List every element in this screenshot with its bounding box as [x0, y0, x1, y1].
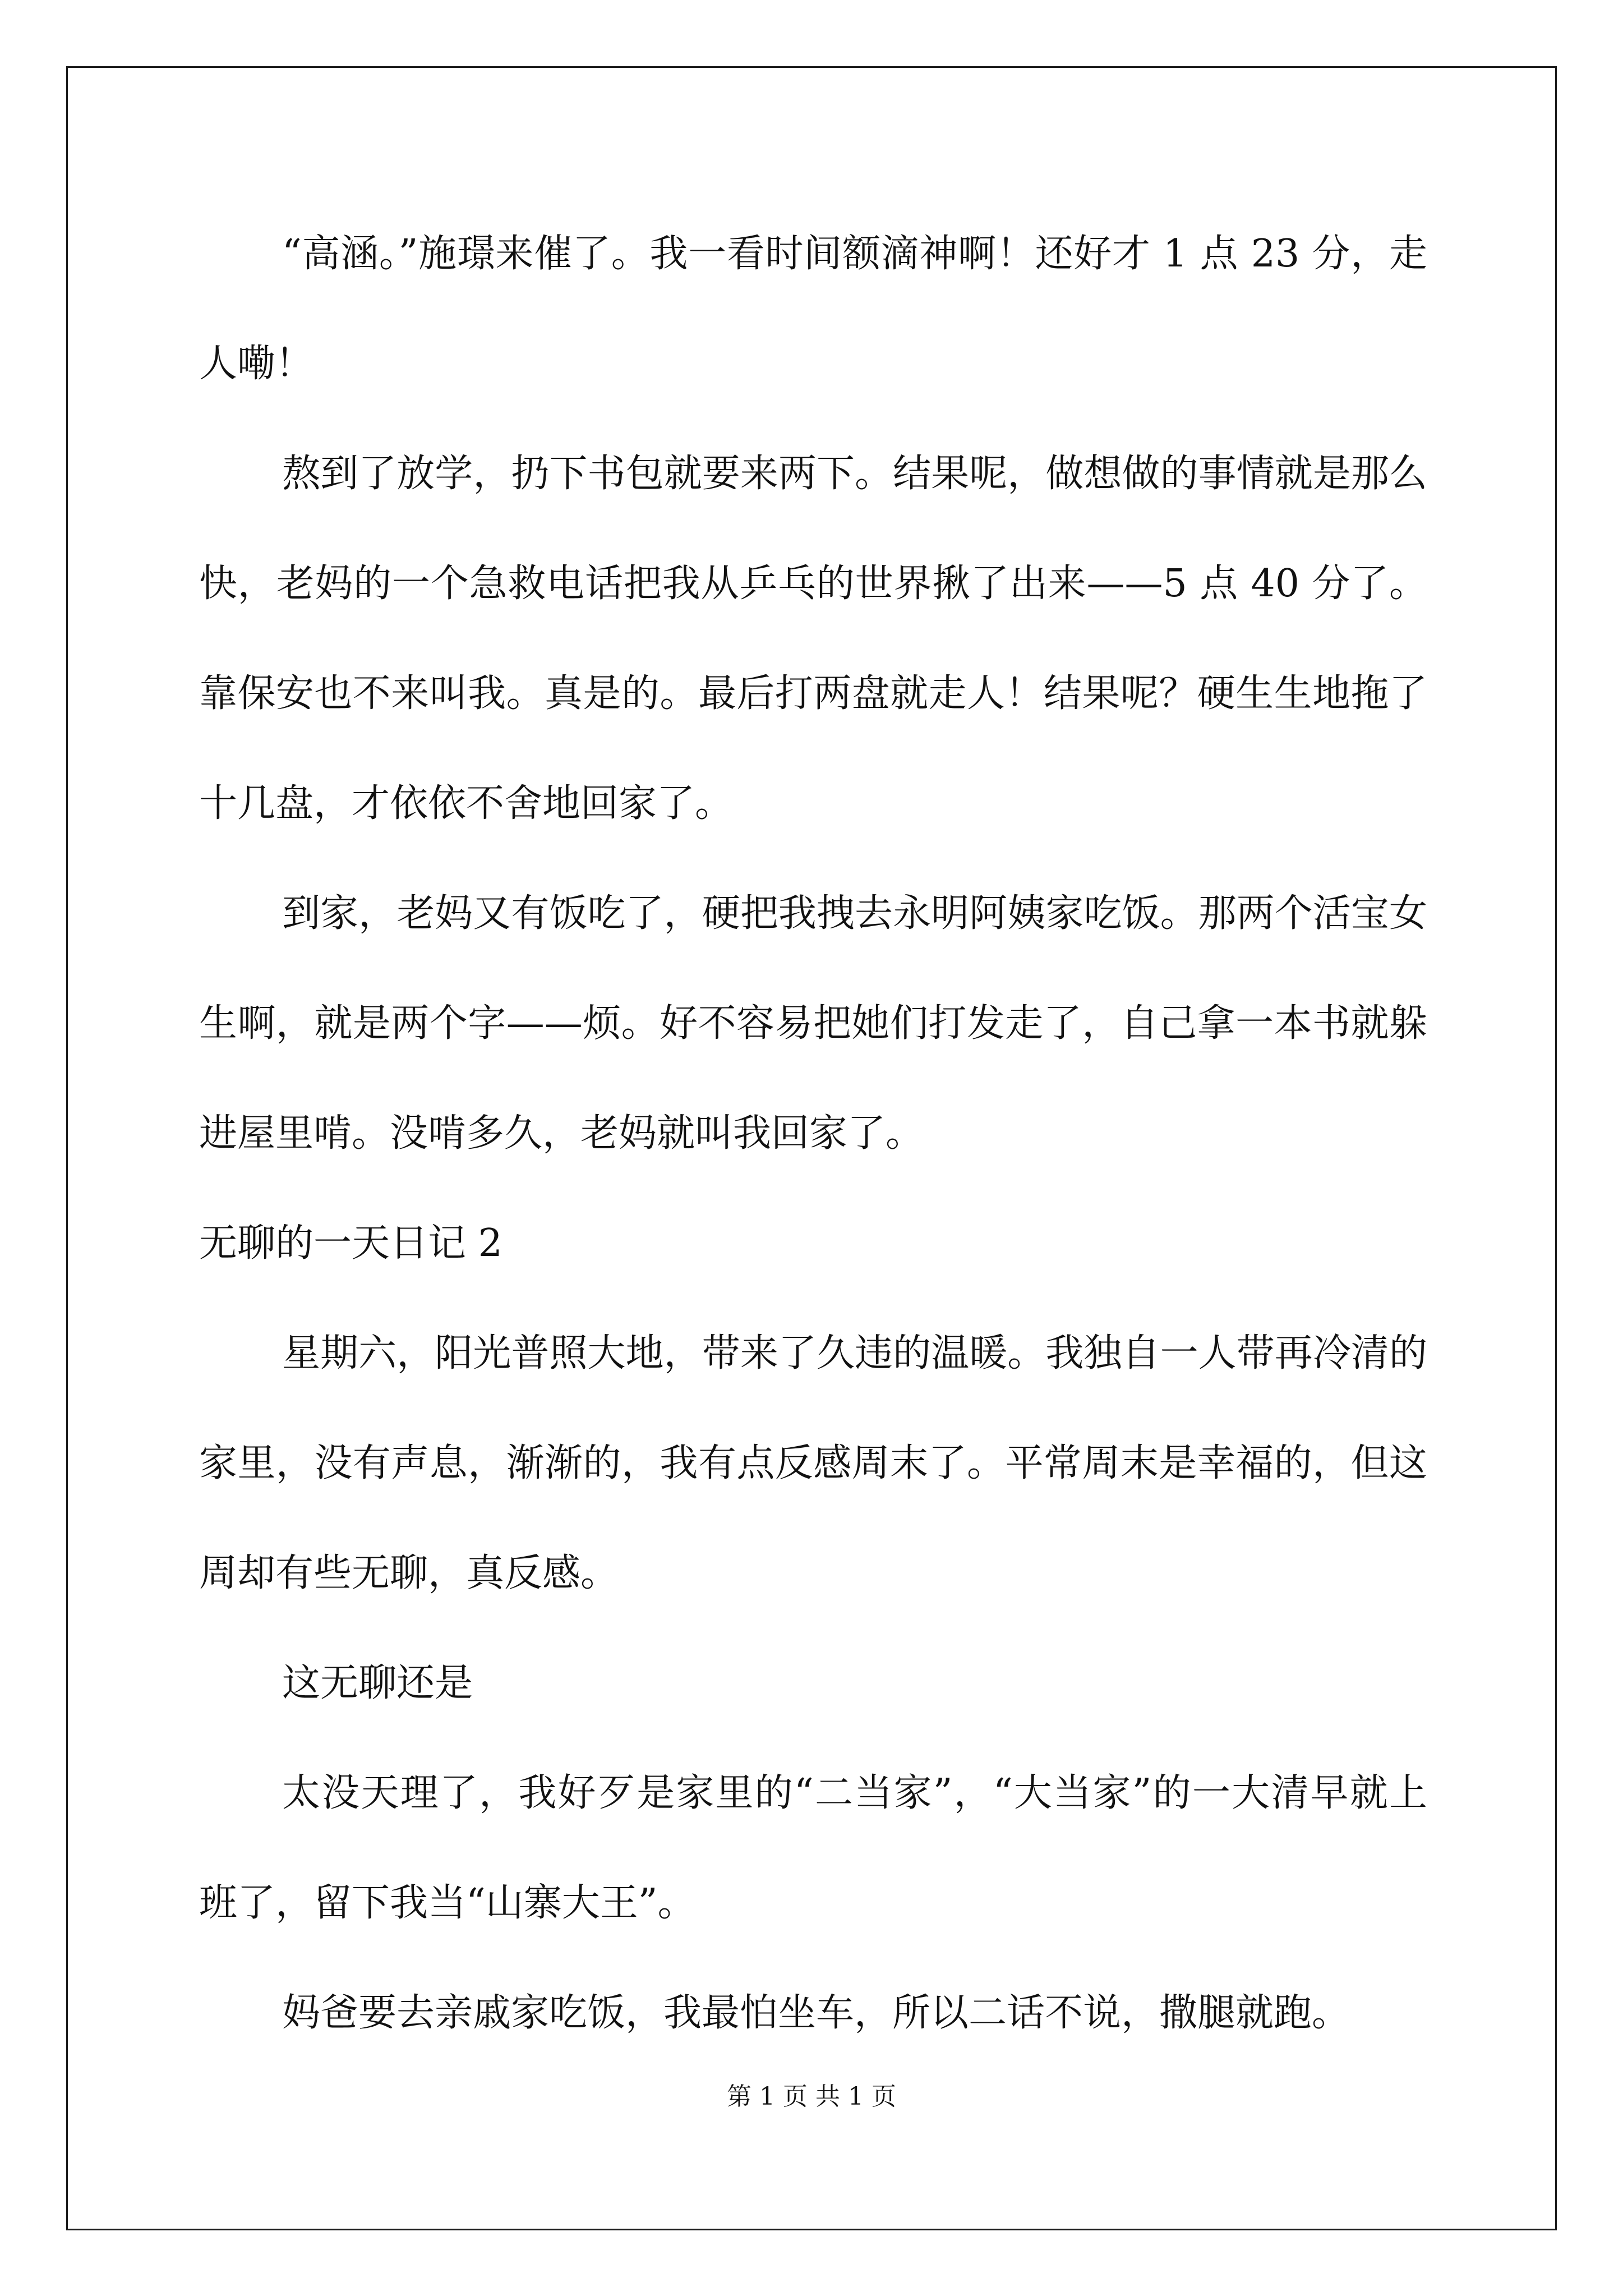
paragraph: 这无聊还是	[282, 1661, 473, 1705]
paragraph: 太没天理了，我好歹是家里的“二当家”，“大当家”的一大清早就上班了，留下我当“山寨大王”。	[199, 1771, 1427, 1925]
paragraph: 熬到了放学，扔下书包就要来两下。结果呢，做想做的事情就是那么快，老妈的一个急救电话把我从乒乓的世界揪了出来——5 点 40 分了。靠保安也不来叫我。真是的。最后打两盘就走人！结果呢？硬生生地拖了十几盘，才依依不舍地回家了。	[199, 452, 1427, 826]
paragraph: 到家，老妈又有饭吃了，硬把我拽去永明阿姨家吃饭。那两个活宝女生啊，就是两个字——烦。好不容易把她们打发走了，自己拿一本书就躲进屋里啃。没啃多久，老妈就叫我回家了。	[199, 891, 1427, 1156]
paragraph: 星期六，阳光普照大地，带来了久违的温暖。我独自一人带再冷清的家里，没有声息，渐渐的，我有点反感周末了。平常周末是幸福的，但这周却有些无聊，真反感。	[199, 1331, 1427, 1595]
page-number-footer: 第 1 页 共 1 页	[727, 2082, 896, 2111]
paragraph: “高涵。”施璟来催了。我一看时间额滴神啊！还好才 1 点 23 分，走人嘞！	[199, 232, 1427, 386]
section-heading: 无聊的一天日记 2	[199, 1221, 502, 1266]
paragraph: 妈爸要去亲戚家吃饭，我最怕坐车，所以二话不说，撒腿就跑。	[282, 1991, 1350, 2035]
document-body	[199, 199, 1427, 2068]
